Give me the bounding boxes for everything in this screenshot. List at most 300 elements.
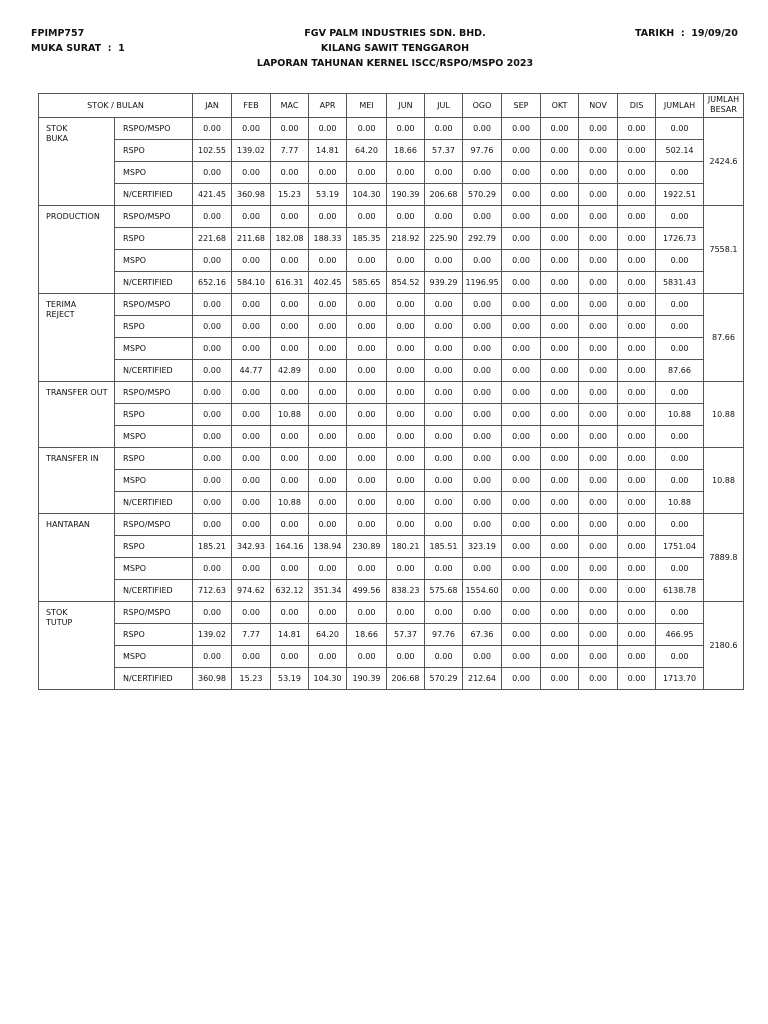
month-value-cell: 0.00 <box>425 382 463 404</box>
row-total-cell: 0.00 <box>656 294 704 316</box>
row-total-cell: 502.14 <box>656 140 704 162</box>
month-value-cell: 0.00 <box>425 514 463 536</box>
month-value-cell: 0.00 <box>347 206 387 228</box>
month-value-cell: 0.00 <box>579 382 618 404</box>
month-value-cell: 0.00 <box>541 272 579 294</box>
month-value-cell: 0.00 <box>463 602 502 624</box>
table-row <box>39 294 744 316</box>
table-row <box>39 140 744 162</box>
group-label: STOK BUKA <box>39 118 115 206</box>
month-value-cell: 138.94 <box>309 536 347 558</box>
month-value-cell: 0.00 <box>579 668 618 690</box>
month-value-cell: 18.66 <box>347 624 387 646</box>
month-value-cell: 97.76 <box>425 624 463 646</box>
month-value-cell: 0.00 <box>347 470 387 492</box>
column-header: JUL <box>425 94 463 118</box>
row-total-cell: 0.00 <box>656 382 704 404</box>
certification-label: RSPO <box>115 228 193 250</box>
month-value-cell: 0.00 <box>618 316 656 338</box>
grand-total-cell: 2180.6 <box>704 602 744 690</box>
month-value-cell: 0.00 <box>541 294 579 316</box>
month-value-cell: 0.00 <box>425 558 463 580</box>
month-value-cell: 0.00 <box>387 250 425 272</box>
month-value-cell: 0.00 <box>463 404 502 426</box>
month-value-cell: 0.00 <box>502 382 541 404</box>
month-value-cell: 0.00 <box>502 272 541 294</box>
month-value-cell: 0.00 <box>387 426 425 448</box>
month-value-cell: 0.00 <box>541 448 579 470</box>
month-value-cell: 0.00 <box>579 646 618 668</box>
month-value-cell: 0.00 <box>541 404 579 426</box>
column-header: JUMLAH <box>656 94 704 118</box>
month-value-cell: 0.00 <box>271 118 309 140</box>
month-value-cell: 0.00 <box>309 360 347 382</box>
month-value-cell: 0.00 <box>193 470 232 492</box>
certification-label: N/CERTIFIED <box>115 184 193 206</box>
month-value-cell: 0.00 <box>232 514 271 536</box>
certification-label: N/CERTIFIED <box>115 272 193 294</box>
month-value-cell: 0.00 <box>309 250 347 272</box>
month-value-cell: 0.00 <box>271 294 309 316</box>
month-value-cell: 212.64 <box>463 668 502 690</box>
column-header: JUMLAH BESAR <box>704 94 744 118</box>
month-value-cell: 97.76 <box>463 140 502 162</box>
certification-label: RSPO/MSPO <box>115 206 193 228</box>
month-value-cell: 0.00 <box>502 404 541 426</box>
table-row <box>39 338 744 360</box>
month-value-cell: 206.68 <box>387 668 425 690</box>
group-label: PRODUCTION <box>39 206 115 294</box>
row-total-cell: 1726.73 <box>656 228 704 250</box>
kernel-report-table <box>38 93 744 690</box>
row-total-cell: 466.95 <box>656 624 704 646</box>
column-header: OKT <box>541 94 579 118</box>
month-value-cell: 221.68 <box>193 228 232 250</box>
month-value-cell: 225.90 <box>425 228 463 250</box>
month-value-cell: 0.00 <box>347 492 387 514</box>
month-value-cell: 0.00 <box>541 624 579 646</box>
month-value-cell: 0.00 <box>541 250 579 272</box>
row-total-cell: 6138.78 <box>656 580 704 602</box>
month-value-cell: 0.00 <box>502 294 541 316</box>
month-value-cell: 0.00 <box>347 294 387 316</box>
table-row <box>39 470 744 492</box>
month-value-cell: 10.88 <box>271 492 309 514</box>
month-value-cell: 0.00 <box>425 646 463 668</box>
month-value-cell: 0.00 <box>618 294 656 316</box>
month-value-cell: 0.00 <box>271 316 309 338</box>
month-value-cell: 1196.95 <box>463 272 502 294</box>
month-value-cell: 0.00 <box>579 338 618 360</box>
month-value-cell: 0.00 <box>618 448 656 470</box>
company-name: FGV PALM INDUSTRIES SDN. BHD. <box>304 28 486 39</box>
month-value-cell: 64.20 <box>347 140 387 162</box>
month-value-cell: 0.00 <box>579 228 618 250</box>
table-row <box>39 250 744 272</box>
certification-label: MSPO <box>115 162 193 184</box>
table-row <box>39 272 744 294</box>
month-value-cell: 0.00 <box>579 602 618 624</box>
month-value-cell: 0.00 <box>618 162 656 184</box>
month-value-cell: 0.00 <box>541 338 579 360</box>
month-value-cell: 0.00 <box>502 140 541 162</box>
month-value-cell: 0.00 <box>541 162 579 184</box>
month-value-cell: 0.00 <box>193 558 232 580</box>
month-value-cell: 0.00 <box>232 404 271 426</box>
month-value-cell: 402.45 <box>309 272 347 294</box>
month-value-cell: 570.29 <box>425 668 463 690</box>
month-value-cell: 0.00 <box>463 492 502 514</box>
group-label: TRANSFER IN <box>39 448 115 514</box>
month-value-cell: 0.00 <box>232 294 271 316</box>
month-value-cell: 292.79 <box>463 228 502 250</box>
month-value-cell: 0.00 <box>387 492 425 514</box>
certification-label: RSPO/MSPO <box>115 602 193 624</box>
grand-total-cell: 10.88 <box>704 448 744 514</box>
month-value-cell: 0.00 <box>425 470 463 492</box>
month-value-cell: 0.00 <box>502 118 541 140</box>
certification-label: N/CERTIFIED <box>115 492 193 514</box>
group-label: HANTARAN <box>39 514 115 602</box>
month-value-cell: 0.00 <box>425 206 463 228</box>
month-value-cell: 0.00 <box>387 448 425 470</box>
row-total-cell: 0.00 <box>656 602 704 624</box>
table-row <box>39 316 744 338</box>
row-total-cell: 10.88 <box>656 404 704 426</box>
month-value-cell: 1554.60 <box>463 580 502 602</box>
month-value-cell: 652.16 <box>193 272 232 294</box>
month-value-cell: 0.00 <box>193 448 232 470</box>
month-value-cell: 323.19 <box>463 536 502 558</box>
column-header: MEI <box>347 94 387 118</box>
month-value-cell: 0.00 <box>387 404 425 426</box>
table-row <box>39 514 744 536</box>
month-value-cell: 0.00 <box>387 294 425 316</box>
month-value-cell: 0.00 <box>463 448 502 470</box>
form-code: FPIMP757 <box>31 28 85 39</box>
month-value-cell: 0.00 <box>541 514 579 536</box>
month-value-cell: 0.00 <box>502 646 541 668</box>
certification-label: RSPO <box>115 448 193 470</box>
month-value-cell: 53.19 <box>271 668 309 690</box>
column-header: OGO <box>463 94 502 118</box>
month-value-cell: 0.00 <box>232 470 271 492</box>
row-total-cell: 0.00 <box>656 558 704 580</box>
month-value-cell: 0.00 <box>618 624 656 646</box>
certification-label: MSPO <box>115 426 193 448</box>
month-value-cell: 0.00 <box>347 316 387 338</box>
month-value-cell: 182.08 <box>271 228 309 250</box>
month-value-cell: 139.02 <box>232 140 271 162</box>
month-value-cell: 0.00 <box>463 118 502 140</box>
month-value-cell: 0.00 <box>502 184 541 206</box>
table-row <box>39 536 744 558</box>
month-value-cell: 616.31 <box>271 272 309 294</box>
month-value-cell: 0.00 <box>425 492 463 514</box>
month-value-cell: 0.00 <box>618 536 656 558</box>
month-value-cell: 838.23 <box>387 580 425 602</box>
month-value-cell: 0.00 <box>579 360 618 382</box>
month-value-cell: 0.00 <box>618 426 656 448</box>
month-value-cell: 360.98 <box>193 668 232 690</box>
table-row <box>39 448 744 470</box>
month-value-cell: 0.00 <box>193 118 232 140</box>
month-value-cell: 0.00 <box>232 646 271 668</box>
column-header-category: STOK / BULAN <box>39 94 193 118</box>
row-total-cell: 0.00 <box>656 426 704 448</box>
month-value-cell: 104.30 <box>347 184 387 206</box>
month-value-cell: 0.00 <box>618 272 656 294</box>
month-value-cell: 974.62 <box>232 580 271 602</box>
month-value-cell: 0.00 <box>347 602 387 624</box>
month-value-cell: 0.00 <box>618 140 656 162</box>
month-value-cell: 0.00 <box>387 162 425 184</box>
month-value-cell: 0.00 <box>347 360 387 382</box>
row-total-cell: 87.66 <box>656 360 704 382</box>
month-value-cell: 0.00 <box>347 162 387 184</box>
month-value-cell: 139.02 <box>193 624 232 646</box>
month-value-cell: 0.00 <box>193 316 232 338</box>
row-total-cell: 0.00 <box>656 316 704 338</box>
month-value-cell: 0.00 <box>502 228 541 250</box>
month-value-cell: 854.52 <box>387 272 425 294</box>
table-row <box>39 118 744 140</box>
month-value-cell: 0.00 <box>463 558 502 580</box>
month-value-cell: 0.00 <box>541 602 579 624</box>
grand-total-cell: 10.88 <box>704 382 744 448</box>
month-value-cell: 0.00 <box>541 536 579 558</box>
month-value-cell: 0.00 <box>347 404 387 426</box>
month-value-cell: 44.77 <box>232 360 271 382</box>
month-value-cell: 0.00 <box>579 426 618 448</box>
month-value-cell: 0.00 <box>232 558 271 580</box>
month-value-cell: 0.00 <box>502 162 541 184</box>
month-value-cell: 0.00 <box>579 470 618 492</box>
row-total-cell: 0.00 <box>656 646 704 668</box>
month-value-cell: 584.10 <box>232 272 271 294</box>
month-value-cell: 0.00 <box>387 514 425 536</box>
month-value-cell: 360.98 <box>232 184 271 206</box>
month-value-cell: 0.00 <box>232 118 271 140</box>
month-value-cell: 0.00 <box>232 206 271 228</box>
month-value-cell: 939.29 <box>425 272 463 294</box>
month-value-cell: 0.00 <box>193 492 232 514</box>
month-value-cell: 0.00 <box>309 558 347 580</box>
month-value-cell: 0.00 <box>618 668 656 690</box>
month-value-cell: 0.00 <box>463 162 502 184</box>
certification-label: N/CERTIFIED <box>115 360 193 382</box>
month-value-cell: 0.00 <box>541 668 579 690</box>
certification-label: MSPO <box>115 470 193 492</box>
month-value-cell: 42.89 <box>271 360 309 382</box>
column-header: JAN <box>193 94 232 118</box>
month-value-cell: 0.00 <box>193 294 232 316</box>
month-value-cell: 0.00 <box>618 360 656 382</box>
row-total-cell: 0.00 <box>656 514 704 536</box>
month-value-cell: 0.00 <box>387 602 425 624</box>
month-value-cell: 0.00 <box>541 140 579 162</box>
month-value-cell: 0.00 <box>502 338 541 360</box>
month-value-cell: 0.00 <box>618 338 656 360</box>
month-value-cell: 0.00 <box>271 162 309 184</box>
month-value-cell: 0.00 <box>618 580 656 602</box>
month-value-cell: 0.00 <box>193 404 232 426</box>
month-value-cell: 0.00 <box>309 492 347 514</box>
table-row <box>39 206 744 228</box>
month-value-cell: 0.00 <box>541 184 579 206</box>
month-value-cell: 0.00 <box>425 426 463 448</box>
month-value-cell: 0.00 <box>463 338 502 360</box>
month-value-cell: 0.00 <box>579 250 618 272</box>
table-row <box>39 184 744 206</box>
mill-name: KILANG SAWIT TENGGAROH <box>320 43 470 54</box>
month-value-cell: 0.00 <box>271 646 309 668</box>
month-value-cell: 18.66 <box>387 140 425 162</box>
table-row <box>39 382 744 404</box>
month-value-cell: 0.00 <box>618 250 656 272</box>
group-label: TRANSFER OUT <box>39 382 115 448</box>
month-value-cell: 0.00 <box>347 646 387 668</box>
month-value-cell: 0.00 <box>502 250 541 272</box>
month-value-cell: 0.00 <box>193 646 232 668</box>
month-value-cell: 0.00 <box>347 382 387 404</box>
month-value-cell: 0.00 <box>579 536 618 558</box>
grand-total-cell: 7889.8 <box>704 514 744 602</box>
month-value-cell: 0.00 <box>425 360 463 382</box>
month-value-cell: 0.00 <box>309 118 347 140</box>
month-value-cell: 0.00 <box>425 448 463 470</box>
month-value-cell: 185.51 <box>425 536 463 558</box>
report-date: TARIKH : 19/09/20 <box>635 28 738 39</box>
month-value-cell: 57.37 <box>387 624 425 646</box>
grand-total-cell: 2424.6 <box>704 118 744 206</box>
month-value-cell: 0.00 <box>309 316 347 338</box>
row-total-cell: 1713.70 <box>656 668 704 690</box>
month-value-cell: 0.00 <box>502 492 541 514</box>
month-value-cell: 15.23 <box>232 668 271 690</box>
row-total-cell: 0.00 <box>656 206 704 228</box>
column-header: SEP <box>502 94 541 118</box>
month-value-cell: 0.00 <box>502 558 541 580</box>
month-value-cell: 0.00 <box>463 360 502 382</box>
month-value-cell: 0.00 <box>618 646 656 668</box>
month-value-cell: 0.00 <box>579 118 618 140</box>
month-value-cell: 0.00 <box>271 558 309 580</box>
month-value-cell: 0.00 <box>232 448 271 470</box>
month-value-cell: 632.12 <box>271 580 309 602</box>
month-value-cell: 0.00 <box>425 118 463 140</box>
month-value-cell: 104.30 <box>309 668 347 690</box>
month-value-cell: 0.00 <box>309 338 347 360</box>
month-value-cell: 351.34 <box>309 580 347 602</box>
month-value-cell: 0.00 <box>271 470 309 492</box>
month-value-cell: 0.00 <box>387 470 425 492</box>
month-value-cell: 0.00 <box>618 382 656 404</box>
month-value-cell: 0.00 <box>463 514 502 536</box>
month-value-cell: 0.00 <box>541 382 579 404</box>
month-value-cell: 342.93 <box>232 536 271 558</box>
month-value-cell: 0.00 <box>425 162 463 184</box>
month-value-cell: 230.89 <box>347 536 387 558</box>
month-value-cell: 0.00 <box>618 118 656 140</box>
table-row <box>39 162 744 184</box>
row-total-cell: 0.00 <box>656 250 704 272</box>
month-value-cell: 0.00 <box>271 206 309 228</box>
month-value-cell: 0.00 <box>502 624 541 646</box>
group-label: STOK TUTUP <box>39 602 115 690</box>
month-value-cell: 0.00 <box>579 294 618 316</box>
month-value-cell: 102.55 <box>193 140 232 162</box>
month-value-cell: 0.00 <box>232 162 271 184</box>
month-value-cell: 0.00 <box>347 250 387 272</box>
month-value-cell: 0.00 <box>541 118 579 140</box>
month-value-cell: 0.00 <box>618 602 656 624</box>
month-value-cell: 0.00 <box>541 426 579 448</box>
month-value-cell: 570.29 <box>463 184 502 206</box>
month-value-cell: 0.00 <box>463 470 502 492</box>
month-value-cell: 0.00 <box>541 206 579 228</box>
month-value-cell: 0.00 <box>387 360 425 382</box>
month-value-cell: 0.00 <box>579 492 618 514</box>
month-value-cell: 206.68 <box>425 184 463 206</box>
month-value-cell: 57.37 <box>425 140 463 162</box>
month-value-cell: 53.19 <box>309 184 347 206</box>
month-value-cell: 0.00 <box>463 206 502 228</box>
certification-label: MSPO <box>115 646 193 668</box>
month-value-cell: 0.00 <box>271 382 309 404</box>
month-value-cell: 14.81 <box>271 624 309 646</box>
month-value-cell: 0.00 <box>271 338 309 360</box>
month-value-cell: 190.39 <box>387 184 425 206</box>
table-row <box>39 624 744 646</box>
month-value-cell: 0.00 <box>309 448 347 470</box>
month-value-cell: 0.00 <box>425 404 463 426</box>
row-total-cell: 10.88 <box>656 492 704 514</box>
certification-label: RSPO/MSPO <box>115 118 193 140</box>
month-value-cell: 0.00 <box>387 206 425 228</box>
month-value-cell: 0.00 <box>541 470 579 492</box>
month-value-cell: 0.00 <box>541 558 579 580</box>
grand-total-cell: 87.66 <box>704 294 744 382</box>
month-value-cell: 0.00 <box>347 118 387 140</box>
month-value-cell: 0.00 <box>579 316 618 338</box>
month-value-cell: 0.00 <box>618 470 656 492</box>
month-value-cell: 0.00 <box>579 624 618 646</box>
month-value-cell: 0.00 <box>425 602 463 624</box>
row-total-cell: 0.00 <box>656 338 704 360</box>
month-value-cell: 0.00 <box>309 404 347 426</box>
month-value-cell: 0.00 <box>232 492 271 514</box>
month-value-cell: 0.00 <box>309 602 347 624</box>
month-value-cell: 190.39 <box>347 668 387 690</box>
month-value-cell: 0.00 <box>425 294 463 316</box>
month-value-cell: 0.00 <box>502 536 541 558</box>
table-header-row <box>39 94 744 118</box>
month-value-cell: 0.00 <box>387 558 425 580</box>
month-value-cell: 0.00 <box>387 118 425 140</box>
month-value-cell: 0.00 <box>271 602 309 624</box>
month-value-cell: 0.00 <box>618 184 656 206</box>
table-row <box>39 646 744 668</box>
month-value-cell: 0.00 <box>502 470 541 492</box>
month-value-cell: 0.00 <box>193 426 232 448</box>
certification-label: MSPO <box>115 558 193 580</box>
month-value-cell: 421.45 <box>193 184 232 206</box>
month-value-cell: 185.21 <box>193 536 232 558</box>
month-value-cell: 0.00 <box>271 426 309 448</box>
month-value-cell: 0.00 <box>541 316 579 338</box>
column-header: JUN <box>387 94 425 118</box>
